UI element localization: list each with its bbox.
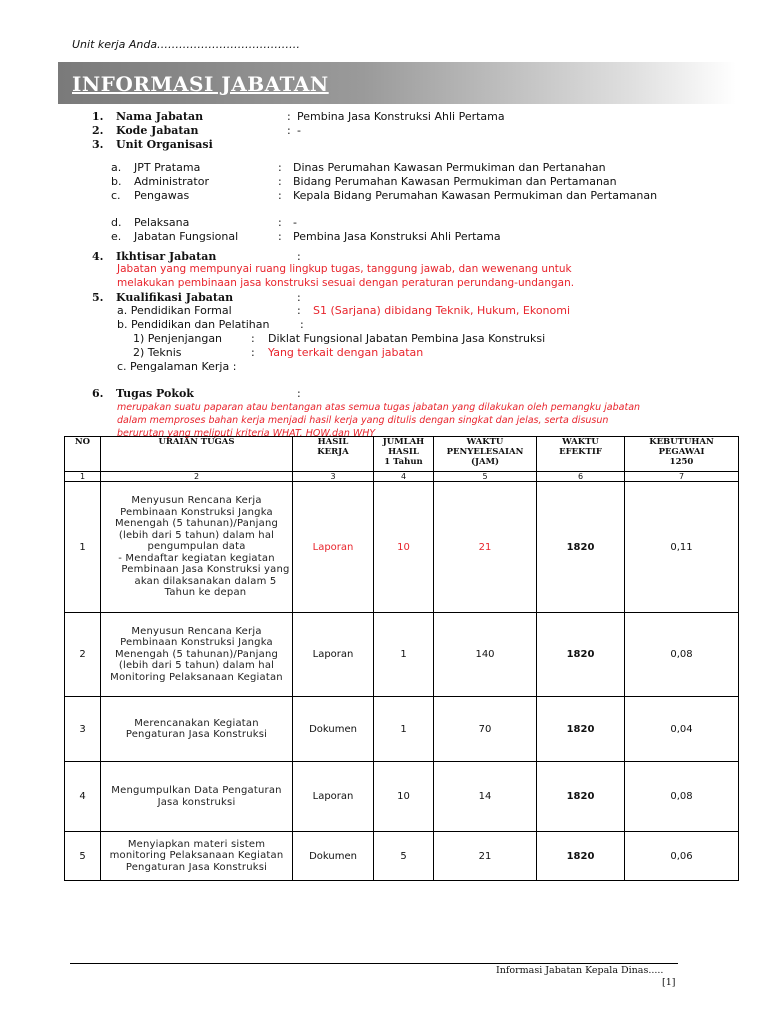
ikhtisar-sep: : [297,250,301,263]
org-c-value: Kepala Bidang Perumahan Kawasan Permukiman dan Pertamanan [293,189,658,202]
field-1-value: Pembina Jasa Konstruksi Ahli Pertama [297,110,505,123]
colnum-7: 7 [625,472,739,482]
row-waktu: 21 [434,482,537,613]
colnum-1: 1 [65,472,101,482]
table-row [65,613,739,697]
tugas-num: 6. [92,387,104,400]
header-jumlah-l2: HASIL [388,447,419,457]
table-row [65,697,739,762]
page-number: [1] [662,977,676,988]
row-efektif: 1820 [537,697,625,762]
org-d-label: Pelaksana [134,216,190,229]
page-title: INFORMASI JABATAN [72,72,329,96]
row-jumlah: 1 [374,697,434,762]
teknis-value: Yang terkait dengan jabatan [268,346,424,359]
header-uraian: URAIAN TUGAS [101,437,293,472]
row-kebutuhan: 0,08 [625,613,739,697]
header-jumlah [374,437,434,472]
org-e-label: Jabatan Fungsional [134,230,239,243]
row-desc: Menyusun Rencana Kerja Pembinaan Konstruksi Jangka Menengah (5 tahunan)/Panjang (lebih dari 5 tahun) dalam hal Monitoring Pelaksanaan Kegiatan [101,613,293,697]
header-jumlah-l3: 1 Tahun [384,457,423,467]
field-1-label: Nama Jabatan [116,110,204,123]
row-hasil: Laporan [293,482,374,613]
header-waktu-l1: WAKTU [466,437,504,447]
row-kebutuhan: 0,06 [625,832,739,881]
header-jumlah-l1: JUMLAH [382,437,425,447]
kualifikasi-sep: : [297,291,301,304]
org-a-sep: : [278,161,282,174]
colnum-2: 2 [101,472,293,482]
row-no: 5 [65,832,101,881]
row-efektif: 1820 [537,613,625,697]
header-waktu-l2: PENYELESAIAN [446,447,524,457]
header-efektif-l2: EFEKTIF [559,447,602,457]
field-1-num: 1. [92,110,104,123]
row-desc [101,482,293,613]
org-b-sep: : [278,175,282,188]
ikhtisar-num: 4. [92,250,104,263]
field-3-num: 3. [92,138,104,151]
row-waktu: 140 [434,613,537,697]
pendidikan-formal-sep: : [297,304,301,317]
row-no: 1 [65,482,101,613]
footer-text: Informasi Jabatan Kepala Dinas..... [496,965,664,976]
tugas-note-3: berurutan yang meliputi kriteria WHAT, HOW,dan WHY [117,428,376,439]
teknis-label: 2) Teknis [133,346,182,359]
header-kebutuhan-l1: KEBUTUHAN [649,437,714,447]
header-kebutuhan-l2: PEGAWAI [658,447,705,457]
field-2-sep: : [287,124,291,137]
row-kebutuhan: 0,11 [625,482,739,613]
tugas-note-2: dalam memproses bahan kerja menjadi hasil kerja yang ditulis dengan singkat dan jelas, serta disusun [117,415,609,426]
row-hasil: Laporan [293,762,374,832]
pendidikan-pelatihan-sep: : [300,318,304,331]
row-waktu: 14 [434,762,537,832]
row-desc: Merencanakan Kegiatan Pengaturan Jasa Konstruksi [101,697,293,762]
org-a-label: JPT Pratama [134,161,201,174]
colnum-5: 5 [434,472,537,482]
header-waktu [434,437,537,472]
kualifikasi-label: Kualifikasi Jabatan [116,291,234,304]
row-hasil: Dokumen [293,832,374,881]
penjenjangan-label: 1) Penjenjangan [133,332,223,345]
task-table [64,436,739,881]
header-kebutuhan-l3: 1250 [669,457,694,467]
pengalaman-kerja-label: c. Pengalaman Kerja : [117,360,237,373]
row-no: 4 [65,762,101,832]
row-jumlah: 1 [374,613,434,697]
penjenjangan-sep: : [251,332,255,345]
org-d-letter: d. [111,216,122,229]
teknis-sep: : [251,346,255,359]
header-no: NO [65,437,101,472]
row-desc: Menyiapkan materi sistem monitoring Pelaksanaan Kegiatan Pengaturan Jasa Konstruksi [101,832,293,881]
header-efektif [537,437,625,472]
header-hasil-l1: HASIL [317,437,349,447]
row-jumlah: 5 [374,832,434,881]
header-efektif-l1: WAKTU [562,437,599,447]
tugas-sep: : [297,387,301,400]
row-waktu: 70 [434,697,537,762]
header-waktu-l3: (JAM) [470,457,500,467]
colnum-3: 3 [293,472,374,482]
row-jumlah: 10 [374,762,434,832]
org-e-sep: : [278,230,282,243]
ikhtisar-line-1: Jabatan yang mempunyai ruang lingkup tugas, tanggung jawab, dan wewenang untuk [117,263,572,275]
org-d-sep: : [278,216,282,229]
field-1-sep: : [287,110,291,123]
row-no: 2 [65,613,101,697]
org-b-label: Administrator [134,175,209,188]
row-hasil: Laporan [293,613,374,697]
row-kebutuhan: 0,08 [625,762,739,832]
colnum-6: 6 [537,472,625,482]
row-jumlah: 10 [374,482,434,613]
row-desc-main: Menyusun Rencana Kerja Pembinaan Konstruksi Jangka Menengah (5 tahunan)/Panjang (lebih dari 5 tahun) dalam hal pengumpulan data [114,495,279,553]
tugas-note-1: merupakan suatu paparan atau bentangan atas semua tugas jabatan yang dilakukan oleh pemangku jabatan [117,402,641,413]
row-desc-sub: - Mendaftar kegiatan kegiatan Pembinaan Jasa Konstruksi yang akan dilaksanakan dalam 5 Tahun ke depan [118,552,290,599]
ikhtisar-label: Ikhtisar Jabatan [116,250,217,263]
ikhtisar-line-2: melakukan pembinaan jasa konstruksi sesuai dengan peraturan perundang-undangan. [117,277,575,289]
table-row [65,832,739,881]
pendidikan-formal-label: a. Pendidikan Formal [117,304,232,317]
org-c-label: Pengawas [134,189,190,202]
field-2-label: Kode Jabatan [116,124,199,137]
header-kebutuhan [625,437,739,472]
row-efektif: 1820 [537,832,625,881]
org-b-letter: b. [111,175,122,188]
org-a-letter: a. [111,161,122,174]
org-e-value: Pembina Jasa Konstruksi Ahli Pertama [293,230,501,243]
colnum-4: 4 [374,472,434,482]
footer-divider [70,963,678,964]
field-3-label: Unit Organisasi [116,138,213,151]
header-hasil [293,437,374,472]
table-row [65,762,739,832]
org-b-value: Bidang Perumahan Kawasan Permukiman dan Pertamanan [293,175,617,188]
header-hasil-l2: KERJA [317,447,349,457]
row-hasil: Dokumen [293,697,374,762]
unit-kerja-label: Unit kerja Anda………………………………… [72,38,301,51]
pendidikan-pelatihan-label: b. Pendidikan dan Pelatihan [117,318,270,331]
row-waktu: 21 [434,832,537,881]
row-kebutuhan: 0,04 [625,697,739,762]
tugas-label: Tugas Pokok [116,387,194,400]
row-efektif: 1820 [537,482,625,613]
org-c-sep: : [278,189,282,202]
penjenjangan-value: Diklat Fungsional Jabatan Pembina Jasa Konstruksi [268,332,546,345]
org-d-value: - [293,216,297,229]
pendidikan-formal-value: S1 (Sarjana) dibidang Teknik, Hukum, Ekonomi [313,304,571,317]
row-no: 3 [65,697,101,762]
org-c-letter: c. [111,189,121,202]
field-2-num: 2. [92,124,104,137]
table-row [65,482,739,613]
field-2-value: - [297,124,301,137]
row-efektif: 1820 [537,762,625,832]
org-a-value: Dinas Perumahan Kawasan Permukiman dan Pertanahan [293,161,606,174]
org-e-letter: e. [111,230,122,243]
kualifikasi-num: 5. [92,291,104,304]
row-desc: Mengumpulkan Data Pengaturan Jasa konstruksi [101,762,293,832]
